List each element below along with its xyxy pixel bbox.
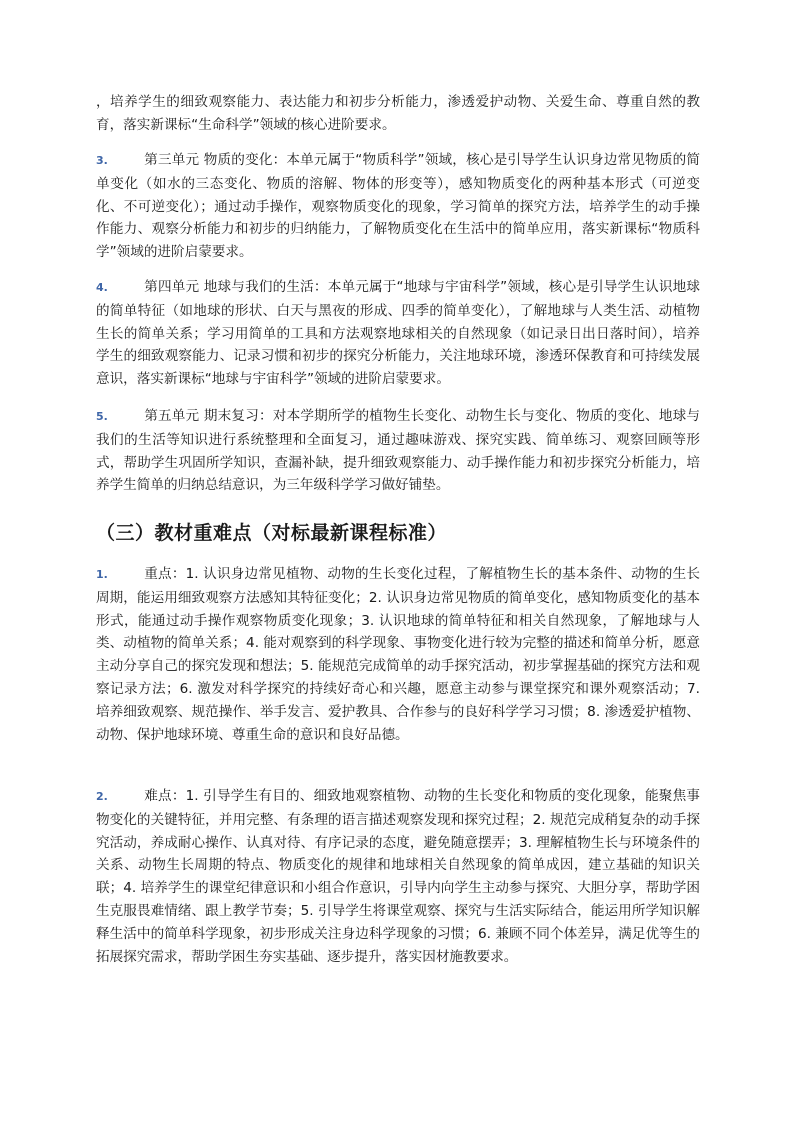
unit-item-4 [96, 276, 700, 391]
key-points-item [96, 563, 700, 746]
section-heading: （三）教材重难点（对标最新课程标准） [96, 522, 448, 544]
difficult-points-item [96, 785, 700, 968]
unit-text: 第三单元 物质的变化：本单元属于“物质科学”领域，核心是引导学生认识身边常见物质的简单变化（如水的三态变化、物质的溶解、物体的形变等），感知物质变化的两种基本形式（可逆变化、不可逆变化）；通过动手操作，观察物质变化的现象，学习简单的探究方法，培养学生的动手操作能力、观察分析能力和初步的归纳能力，了解物质变化在生活中的简单应用，落实新课标“物质科学”领域的进阶启蒙要求。 [96, 152, 700, 261]
list-number: 5. [96, 410, 108, 423]
unit-item-3 [96, 149, 700, 264]
list-number: 2. [96, 790, 108, 803]
unit-text: 第四单元 地球与我们的生活：本单元属于“地球与宇宙科学”领域，核心是引导学生认识地球的简单特征（如地球的形状、白天与黑夜的形成、四季的简单变化），了解地球与人类生活、动植物生长的简单关系；学习用简单的工具和方法观察地球相关的自然现象（如记录日出日落时间），培养学生的细致观察能力、记录习惯和初步的探究分析能力，关注地球环境，渗透环保教育和可持续发展意识，落实新课标“地球与宇宙科学”领域的进阶启蒙要求。 [96, 279, 700, 388]
intro-continuation: ，培养学生的细致观察能力、表达能力和初步分析能力，渗透爱护动物、关爱生命、尊重自然的教育，落实新课标“生命科学”领域的核心进阶要求。 [96, 94, 700, 133]
list-number: 1. [96, 568, 108, 581]
unit-text: 第五单元 期末复习：对本学期所学的植物生长变化、动物生长与变化、物质的变化、地球与我们的生活等知识进行系统整理和全面复习，通过趣味游戏、探究实践、简单练习、观察回顾等形式，帮助学生巩固所学知识，查漏补缺，提升细致观察能力、动手操作能力和初步探究分析能力，培养学生简单的归纳总结意识，为三年级科学学习做好铺垫。 [96, 408, 700, 494]
difficult-points-text: 难点：1. 引导学生有目的、细致地观察植物、动物的生长变化和物质的变化现象，能聚焦事物变化的关键特征，并用完整、有条理的语言描述观察发现和探究过程；2. 规范完成稍复杂的动手探究活动，养成耐心操作、认真对待、有序记录的态度，避免随意摆弄；3. 理解植物生长与环境条件的关系、动物生长周期的特点、物质变化的规律和地球相关自然现象的简单成因，建立基础的知识关联；4. 培养学生的课堂纪律意识和小组合作意识，引导内向学生主动参与探究、大胆分享，帮助学困生克服畏难情绪、跟上教学节奏；5. 引导学生将课堂观察、探究与生活实际结合，能运用所学知识解释生活中的简单科学现象，初步形成关注身边科学现象的习惯；6. 兼顾不同个体差异，满足优等生的拓展探究需求，帮助学困生夯实基础、逐步提升，落实因材施教要求。 [96, 788, 700, 965]
list-number: 3. [96, 154, 108, 167]
unit-item-5 [96, 405, 700, 497]
list-number: 4. [96, 281, 108, 294]
key-points-text: 重点：1. 认识身边常见植物、动物的生长变化过程，了解植物生长的基本条件、动物的生长周期，能运用细致观察方法感知其特征变化；2. 认识身边常见物质的简单变化，感知物质变化的基本形式，能通过动手操作观察物质变化现象；3. 认识地球的简单特征和相关自然现象，了解地球与人类、动植物的简单关系；4. 能对观察到的科学现象、事物变化进行较为完整的描述和简单分析，愿意主动分享自己的探究发现和想法；5. 能规范完成简单的动手探究活动，初步掌握基础的探究方法和观察记录方法；6. 激发对科学探究的持续好奇心和兴趣，愿意主动参与课堂探究和课外观察活动；7. 培养细致观察、规范操作、举手发言、爱护教具、合作参与的良好科学学习习惯；8. 渗透爱护植物、动物、保护地球环境、尊重生命的意识和良好品德。 [96, 566, 700, 743]
